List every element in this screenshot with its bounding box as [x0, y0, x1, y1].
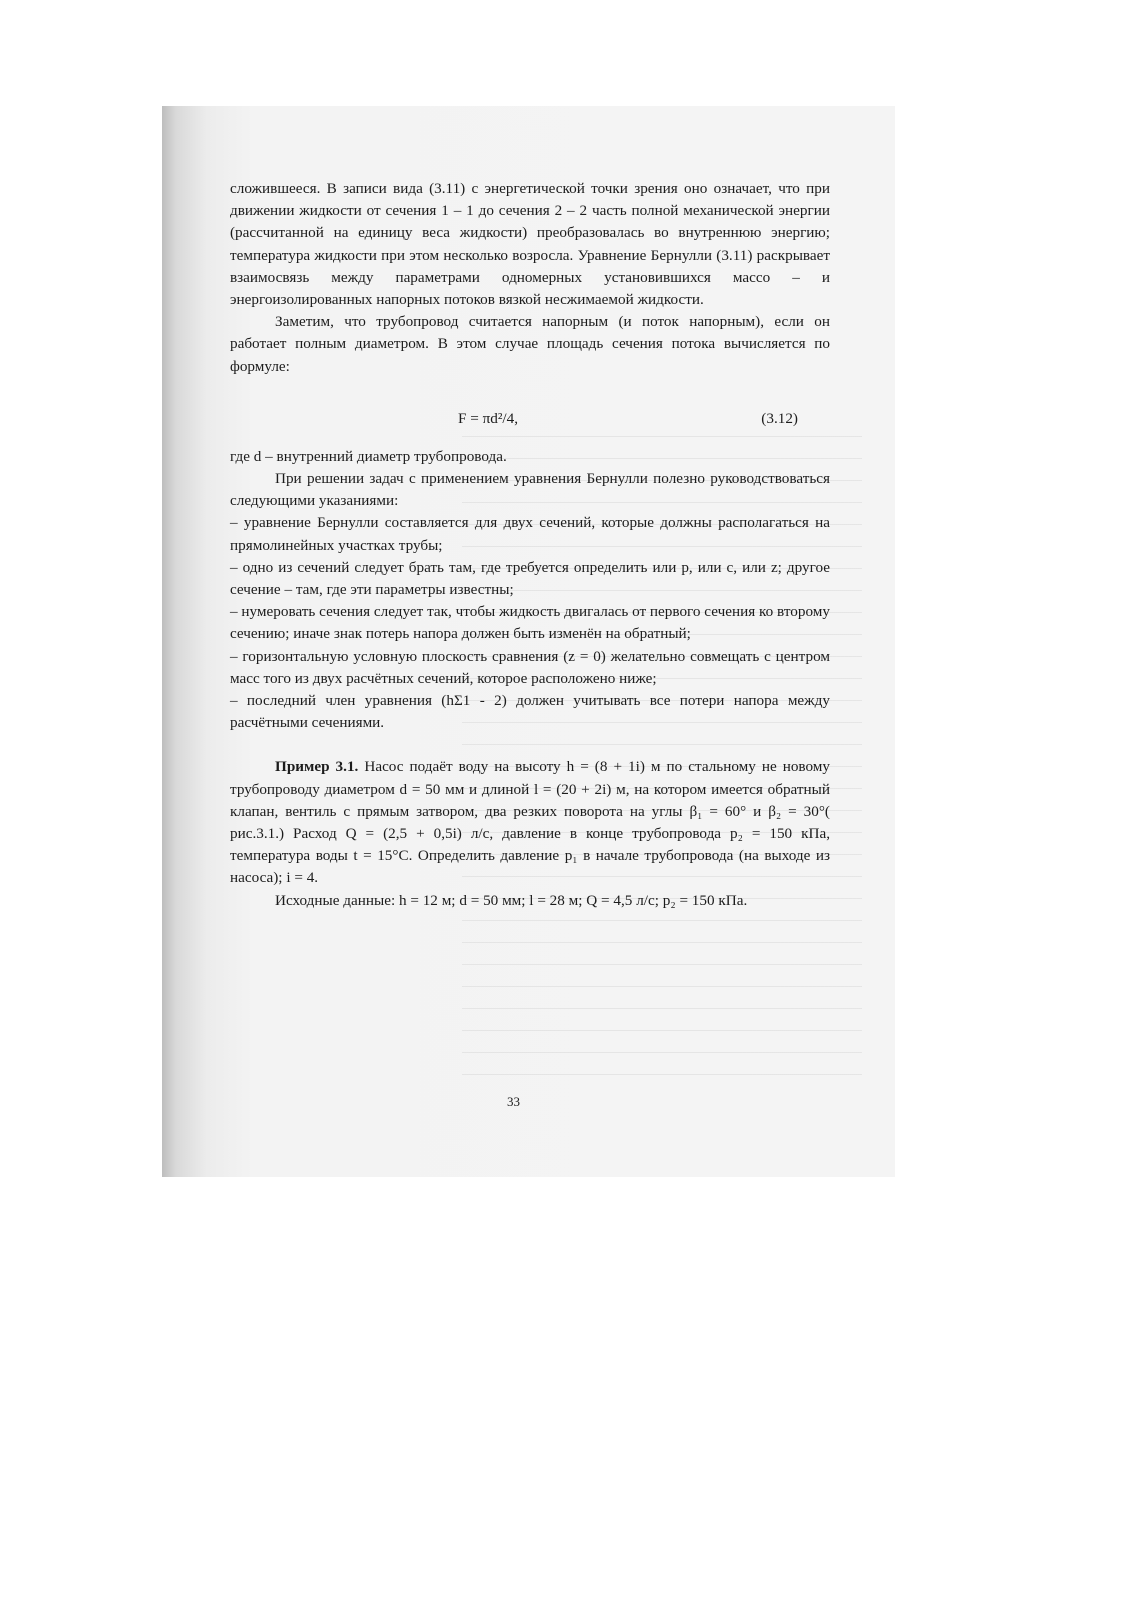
page-body: [230, 178, 830, 912]
example-paragraph: [230, 756, 830, 889]
instruction-item: – уравнение Бернулли составляется для двух сечений, которые должны располагаться на прямолинейных участках трубы;: [230, 514, 830, 554]
example-title: Пример 3.1.: [275, 758, 359, 776]
instructions-intro: При решении задач с применением уравнения Бернулли полезно руководствоваться следующими указаниями:: [230, 470, 830, 510]
page-number: 33: [507, 1094, 520, 1109]
paragraph-pipeline-definition: Заметим, что трубопровод считается напорным (и поток напорным), если он работает полным диаметром. В этом случае площадь сечения потока вычисляется по формуле:: [230, 313, 830, 375]
formula-line: [230, 408, 830, 446]
instruction-item: – одно из сечений следует брать там, где требуется определить или p, или c, или z; другое сечение – там, где эти параметры известны;: [230, 558, 830, 599]
paragraph-continuation: сложившееся. В записи вида (3.11) с энергетической точки зрения оно означает, что при движении жидкости от сечения 1 – 1 до сечения 2 – 2 часть полной механической энергии (рассчитанной на единицу веса жидкости) преобразовалась во внутреннюю энергию; температура жидкости при этом несколько возросла. Уравнение Бернулли (3.11) раскрывает взаимосвязь между параметрами одномерных установившихся массо – и энергоизолированных напорных потоков вязкой несжимаемой жидкости.: [230, 180, 830, 309]
formula-number: (3.12): [761, 409, 798, 427]
scanned-page: [162, 106, 895, 1177]
example-text: Насос подаёт воду на высоту h = (8 + 1i) м по стальному не новому трубопроводу диаметром d = 50 мм и длиной l = (20 + 2i) м, на котором имеется обратный клапан, вентиль с прямым затвором, два резких поворота на углы β₁ = 60° и β₂ = 30°( рис.3.1.) Расход Q = (2,5 + 0,5i) л/с, давление в конце трубопровода p₂ = 150 кПа, температура воды t = 15°С. Определить давление p₁ в начале трубопровода (на выходе из насоса); i = 4.: [230, 758, 831, 887]
instruction-item: – нумеровать сечения следует так, чтобы жидкость двигалась от первого сечения ко второму сечению; иначе знак потерь напора должен быть изменён на обратный;: [230, 603, 830, 643]
example-initial-data: Исходные данные: h = 12 м; d = 50 мм; l = 28 м; Q = 4,5 л/с; p₂ = 150 кПа.: [275, 891, 748, 909]
instruction-item: – горизонтальную условную плоскость сравнения (z = 0) желательно совмещать с центром масс того из двух расчётных сечений, которое расположено ниже;: [230, 647, 830, 687]
instruction-item: – последний член уравнения (hΣ1 - 2) должен учитывать все потери напора между расчётными сечениями.: [230, 692, 830, 732]
formula-explanation: где d – внутренний диаметр трубопровода.: [230, 447, 507, 465]
formula: F = πd²/4,: [458, 409, 519, 427]
